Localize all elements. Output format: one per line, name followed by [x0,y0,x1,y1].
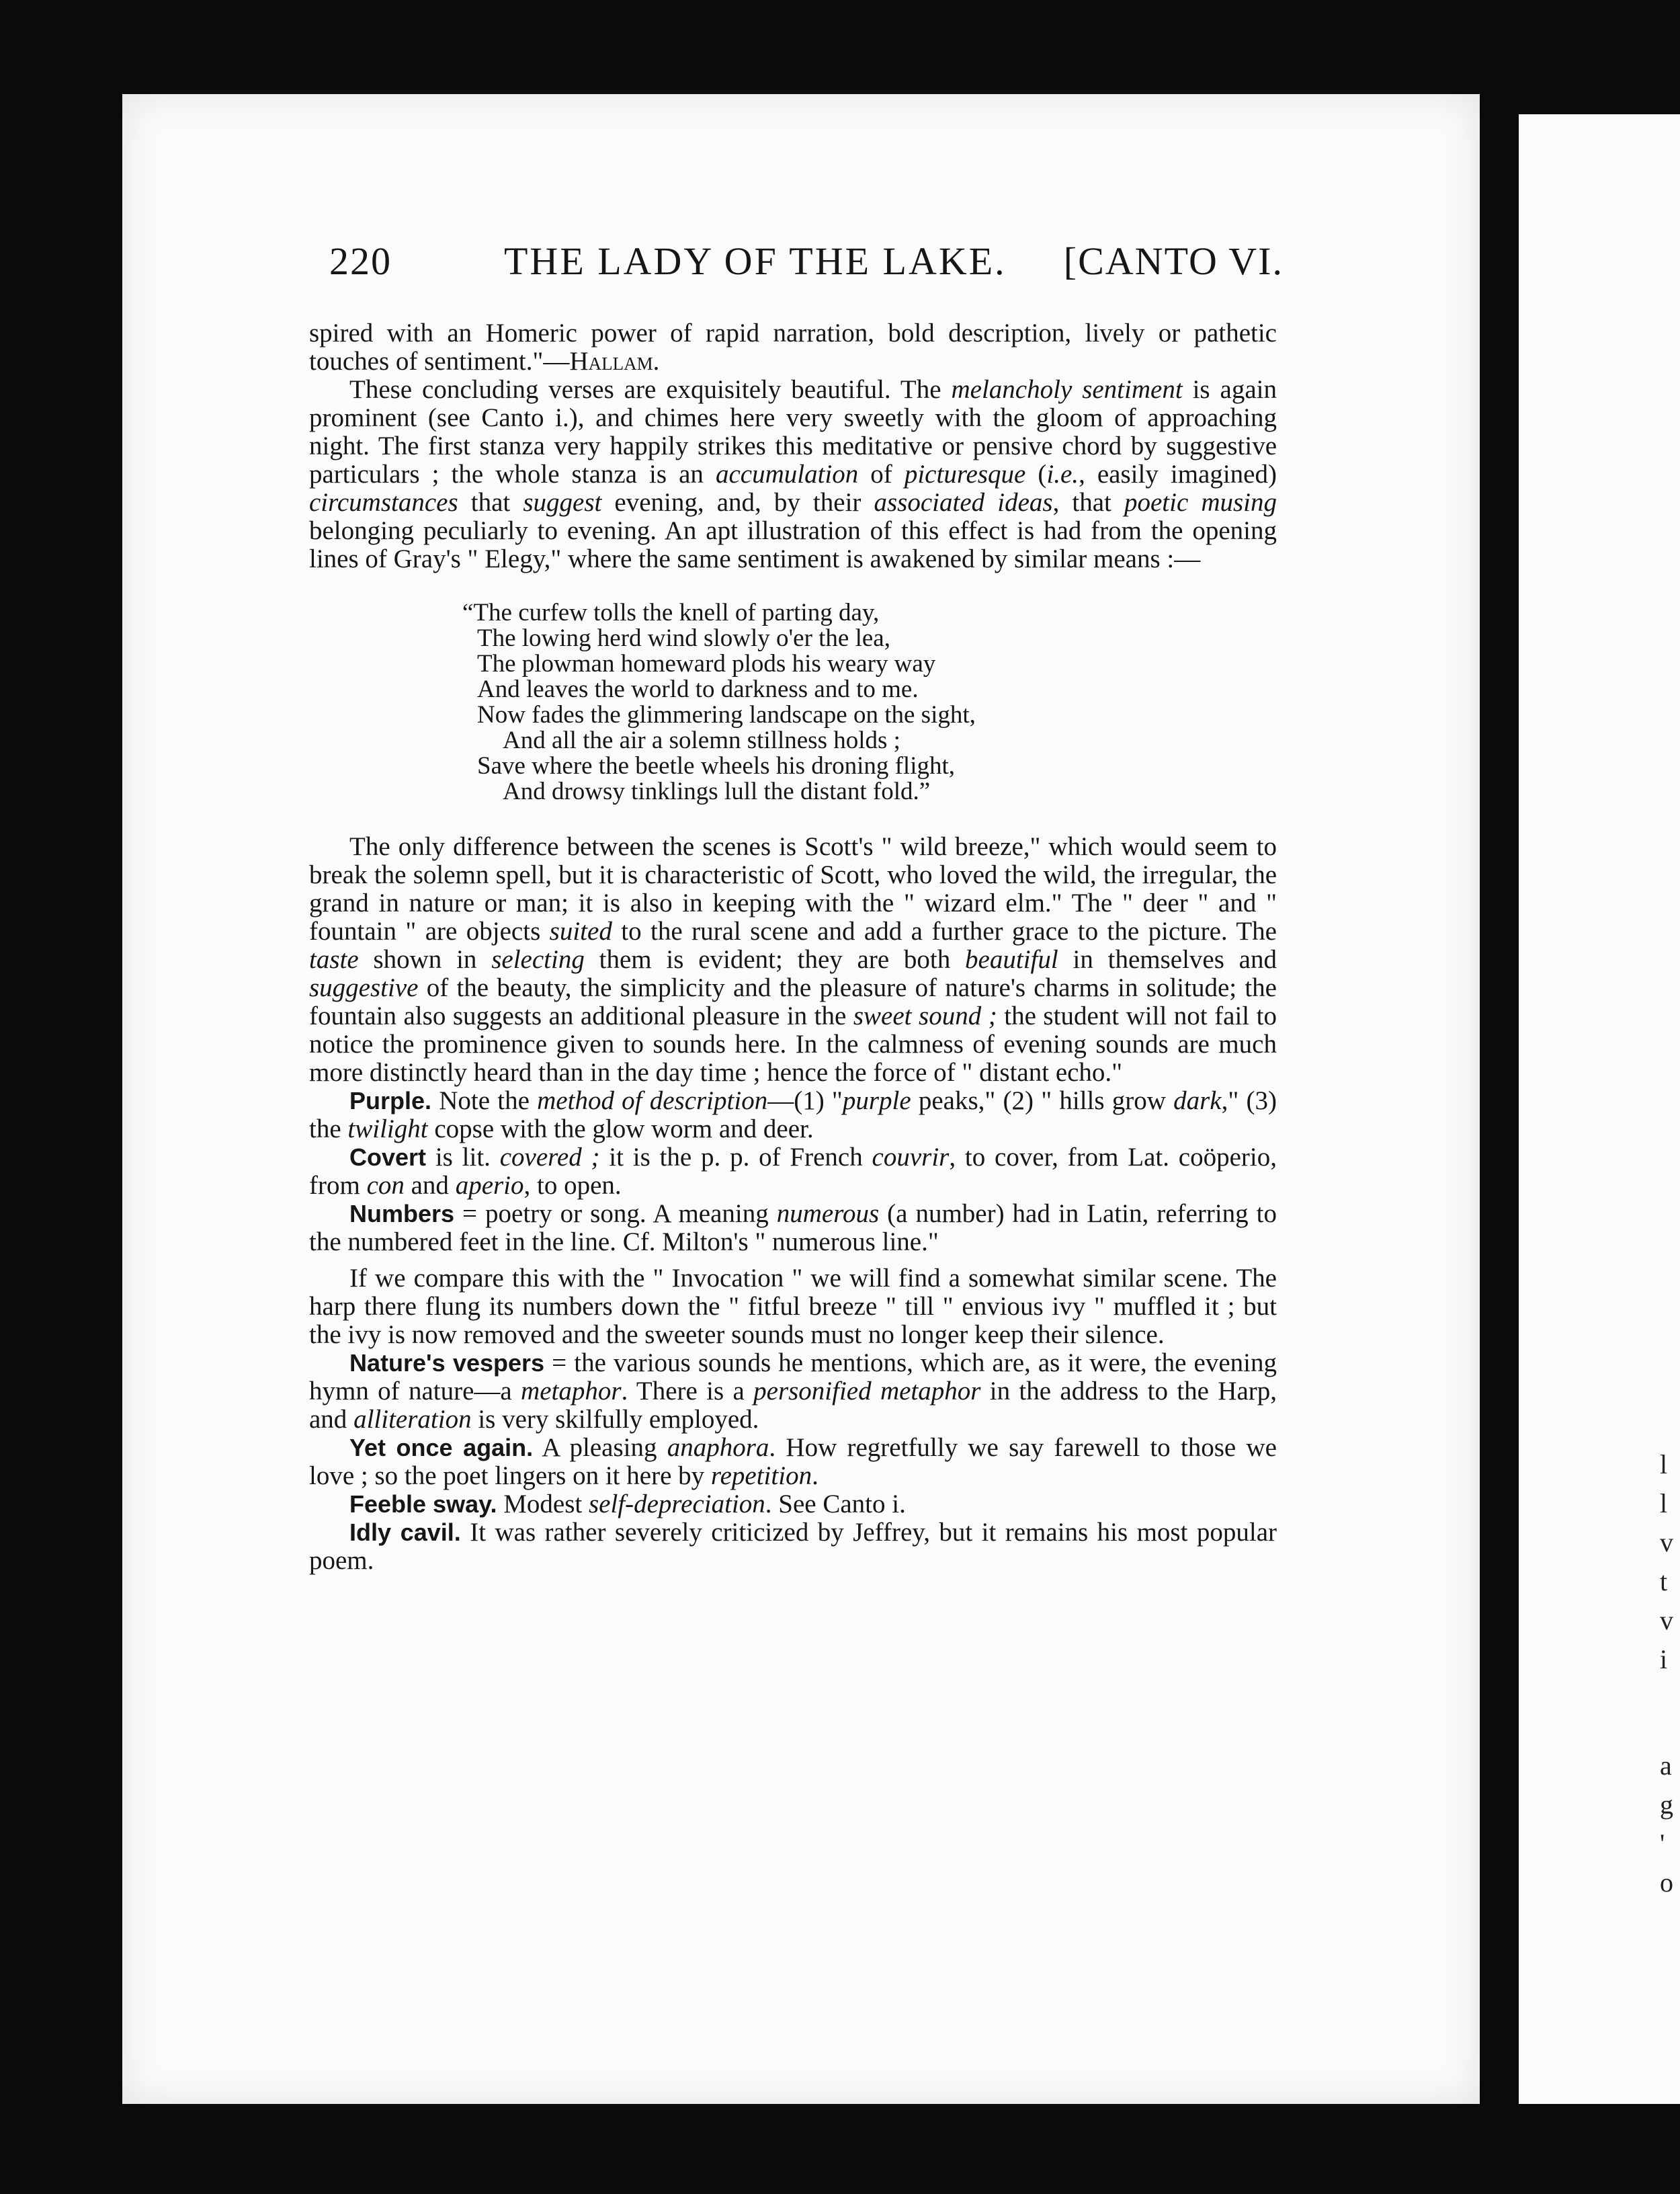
italic-run: dark [1173,1086,1222,1115]
poem-line: The plowman homeward plods his weary way [477,650,936,678]
italic-run: self-depreciation [588,1490,765,1518]
italic-run: selecting [491,945,585,974]
text-run: A pleasing [533,1433,667,1462]
paragraph [309,833,1277,1087]
text-run: belonging peculiarly to evening. An apt illustration of this effect is had from the opening lines of Gray's " Elegy," where the same sentiment is awakened by similar means :— [309,516,1277,573]
facing-page-edge [1519,114,1680,2104]
note-vespers [309,1349,1277,1434]
italic-run: sweet sound ; [853,1002,997,1030]
running-title: THE LADY OF THE LAKE. [504,239,1007,283]
italic-run: couvrir [872,1143,950,1172]
text-run: the student will not fail to notice the prominence given to sounds here. In the calmness of evening sounds are much more distinctly heard than in the day time ; hence the force of " distant echo." [309,1002,1277,1087]
note-term: Feeble sway. [349,1490,497,1518]
italic-run: accumulation [715,460,859,489]
facing-page-fragments [1660,1445,1680,1902]
italic-run: associated ideas [874,488,1053,517]
fragment: a [1660,1750,1672,1781]
poem-line: Now fades the glimmering landscape on the sight, [477,701,976,729]
italic-run: circumstances [309,488,458,517]
text-run: . [812,1461,818,1490]
paragraph [309,376,1277,573]
italic-run: poetic musing [1124,488,1277,517]
note-term: Purple. [349,1087,432,1114]
text-run: in the address to the Harp, and [309,1377,1277,1434]
italic-run: i.e. [1046,460,1079,489]
note-term: Yet once again. [349,1434,534,1461]
paragraph-text: spired with an Homeric power of rapid narration, bold description, lively or pathetic touches of sentiment."— [309,319,1277,376]
italic-run: suited [549,917,612,946]
body-text [309,319,1277,1575]
italic-run: covered ; [499,1143,600,1172]
note-term: Nature's vespers [349,1349,545,1377]
text-run: that [458,488,523,517]
fragment: t [1660,1566,1668,1596]
italic-run: alliteration [353,1405,472,1434]
text-run: It was rather severely criticized by Jeffrey, but it remains his most popular poem. [309,1518,1277,1575]
text-run: to the rural scene and add a further grace to the picture. The [612,917,1277,946]
note-covert [309,1143,1277,1200]
paragraph [309,319,1277,376]
fragment: ' [1660,1828,1665,1859]
note-numbers [309,1200,1277,1256]
text-run: is very skilfully employed. [471,1405,759,1434]
text-run: These concluding verses are exquisitely beautiful. The [349,375,952,404]
note-term: Idly cavil. [349,1518,461,1546]
text-run: The only difference between the scenes is Scott's " wild breeze," which would seem to break the solemn spell, but it is characteristic of Scott, who loved the wild, the irregular, the grand in nature or man; it is also in keeping with the " wizard elm." The " deer " and " fountain " are objects [309,832,1277,946]
poem-line: And leaves the world to darkness and to me. [477,676,919,703]
text-run: = poetry or song. A meaning [454,1199,777,1228]
poem-line: Save where the beetle wheels his droning flight, [477,752,956,780]
text-run: ," (3) the [309,1086,1277,1143]
text-run: . There is a [621,1377,754,1406]
italic-run: aperio [455,1171,524,1200]
text-run: copse with the glow worm and deer. [427,1114,814,1143]
text-run: —(1) " [767,1086,843,1115]
text-run: of [858,460,905,489]
text-run: (a number) had in Latin, referring to the numbered feet in the line. Cf. Milton's " numerous line." [309,1199,1277,1256]
text-run: and [404,1171,456,1200]
text-run: = the various sounds he mentions, which are, as it were, the evening hymn of nature—a [309,1348,1277,1406]
running-header [329,239,1284,292]
text-run: it is the p. p. of French [599,1143,872,1172]
text-run: ( [1025,460,1047,489]
note-term: Covert [349,1143,427,1171]
fragment: v [1660,1527,1673,1557]
poem-line: The lowing herd wind slowly o'er the lea, [477,624,890,652]
note-purple [309,1087,1277,1143]
italic-run: personified metaphor [753,1377,981,1406]
italic-run: numerous [776,1199,880,1228]
italic-run: taste [309,945,359,974]
italic-run: metaphor [521,1377,622,1406]
attribution: Hallam. [569,347,660,376]
note-term: Numbers [349,1200,455,1227]
italic-run: purple [842,1086,911,1115]
quoted-poem [462,599,1277,805]
fragment: i [1660,1644,1668,1674]
text-run: of the beauty, the simplicity and the pleasure of nature's charms in solitude; the fountain also suggests an additional pleasure in the [309,973,1277,1030]
fragment: v [1660,1605,1673,1635]
text-run: . See Canto i. [765,1490,906,1518]
text-run: peaks," (2) " hills grow [911,1086,1174,1115]
note-invocation: If we compare this with the " Invocation " we will find a somewhat similar scene. The harp there flung its numbers down the " fitful breeze " till " envious ivy " muffled it ; but the ivy is now removed and the sweeter sounds must no longer keep their silence. [309,1264,1277,1349]
text-run: . How regretfully we say farewell to those we love ; so the poet lingers on it here by [309,1433,1277,1490]
poem-line: And all the air a solemn stillness holds ; [503,727,900,754]
fragment: l [1660,1449,1668,1479]
fragment: l [1660,1488,1668,1518]
text-run: , that [1052,488,1124,517]
note-once-again [309,1434,1277,1490]
italic-run: repetition [710,1461,812,1490]
italic-run: method of description [537,1086,768,1115]
text-run: , to cover, from Lat. coöperio, from [309,1143,1277,1200]
text-run: Modest [497,1490,589,1518]
italic-run: picturesque [904,460,1026,489]
text-run: shown in [358,945,492,974]
text-run: in themselves and [1058,945,1277,974]
poem-line: And drowsy tinklings lull the distant fold.” [503,778,931,805]
fragment: o [1660,1867,1673,1898]
text-run: , to open. [523,1171,622,1200]
note-feeble-sway [309,1490,1277,1518]
page-number: 220 [329,239,392,283]
italic-run: melancholy sentiment [951,375,1183,404]
text-run: is lit. [426,1143,500,1172]
note-idly-cavil [309,1518,1277,1575]
poem-line: “The curfew tolls the knell of parting day, [462,599,880,626]
italic-run: con [366,1171,405,1200]
italic-run: anaphora [667,1433,769,1462]
fragment: g [1660,1789,1673,1820]
italic-run: beautiful [965,945,1058,974]
text-run: is again prominent (see Canto i.), and chimes here very sweetly with the gloom of approaching night. The first stanza very happily strikes this meditative or pensive chord by suggestive particulars ; the whole stanza is an [309,375,1277,489]
text-run: , easily imagined) [1079,460,1277,489]
italic-run: twilight [347,1114,428,1143]
text-run: evening, and, by their [601,488,874,517]
text-run: them is evident; they are both [584,945,966,974]
canto-label: [CANTO VI. [1063,239,1284,283]
italic-run: suggest [523,488,602,517]
italic-run: suggestive [309,973,419,1002]
text-run: Note the [431,1086,538,1115]
